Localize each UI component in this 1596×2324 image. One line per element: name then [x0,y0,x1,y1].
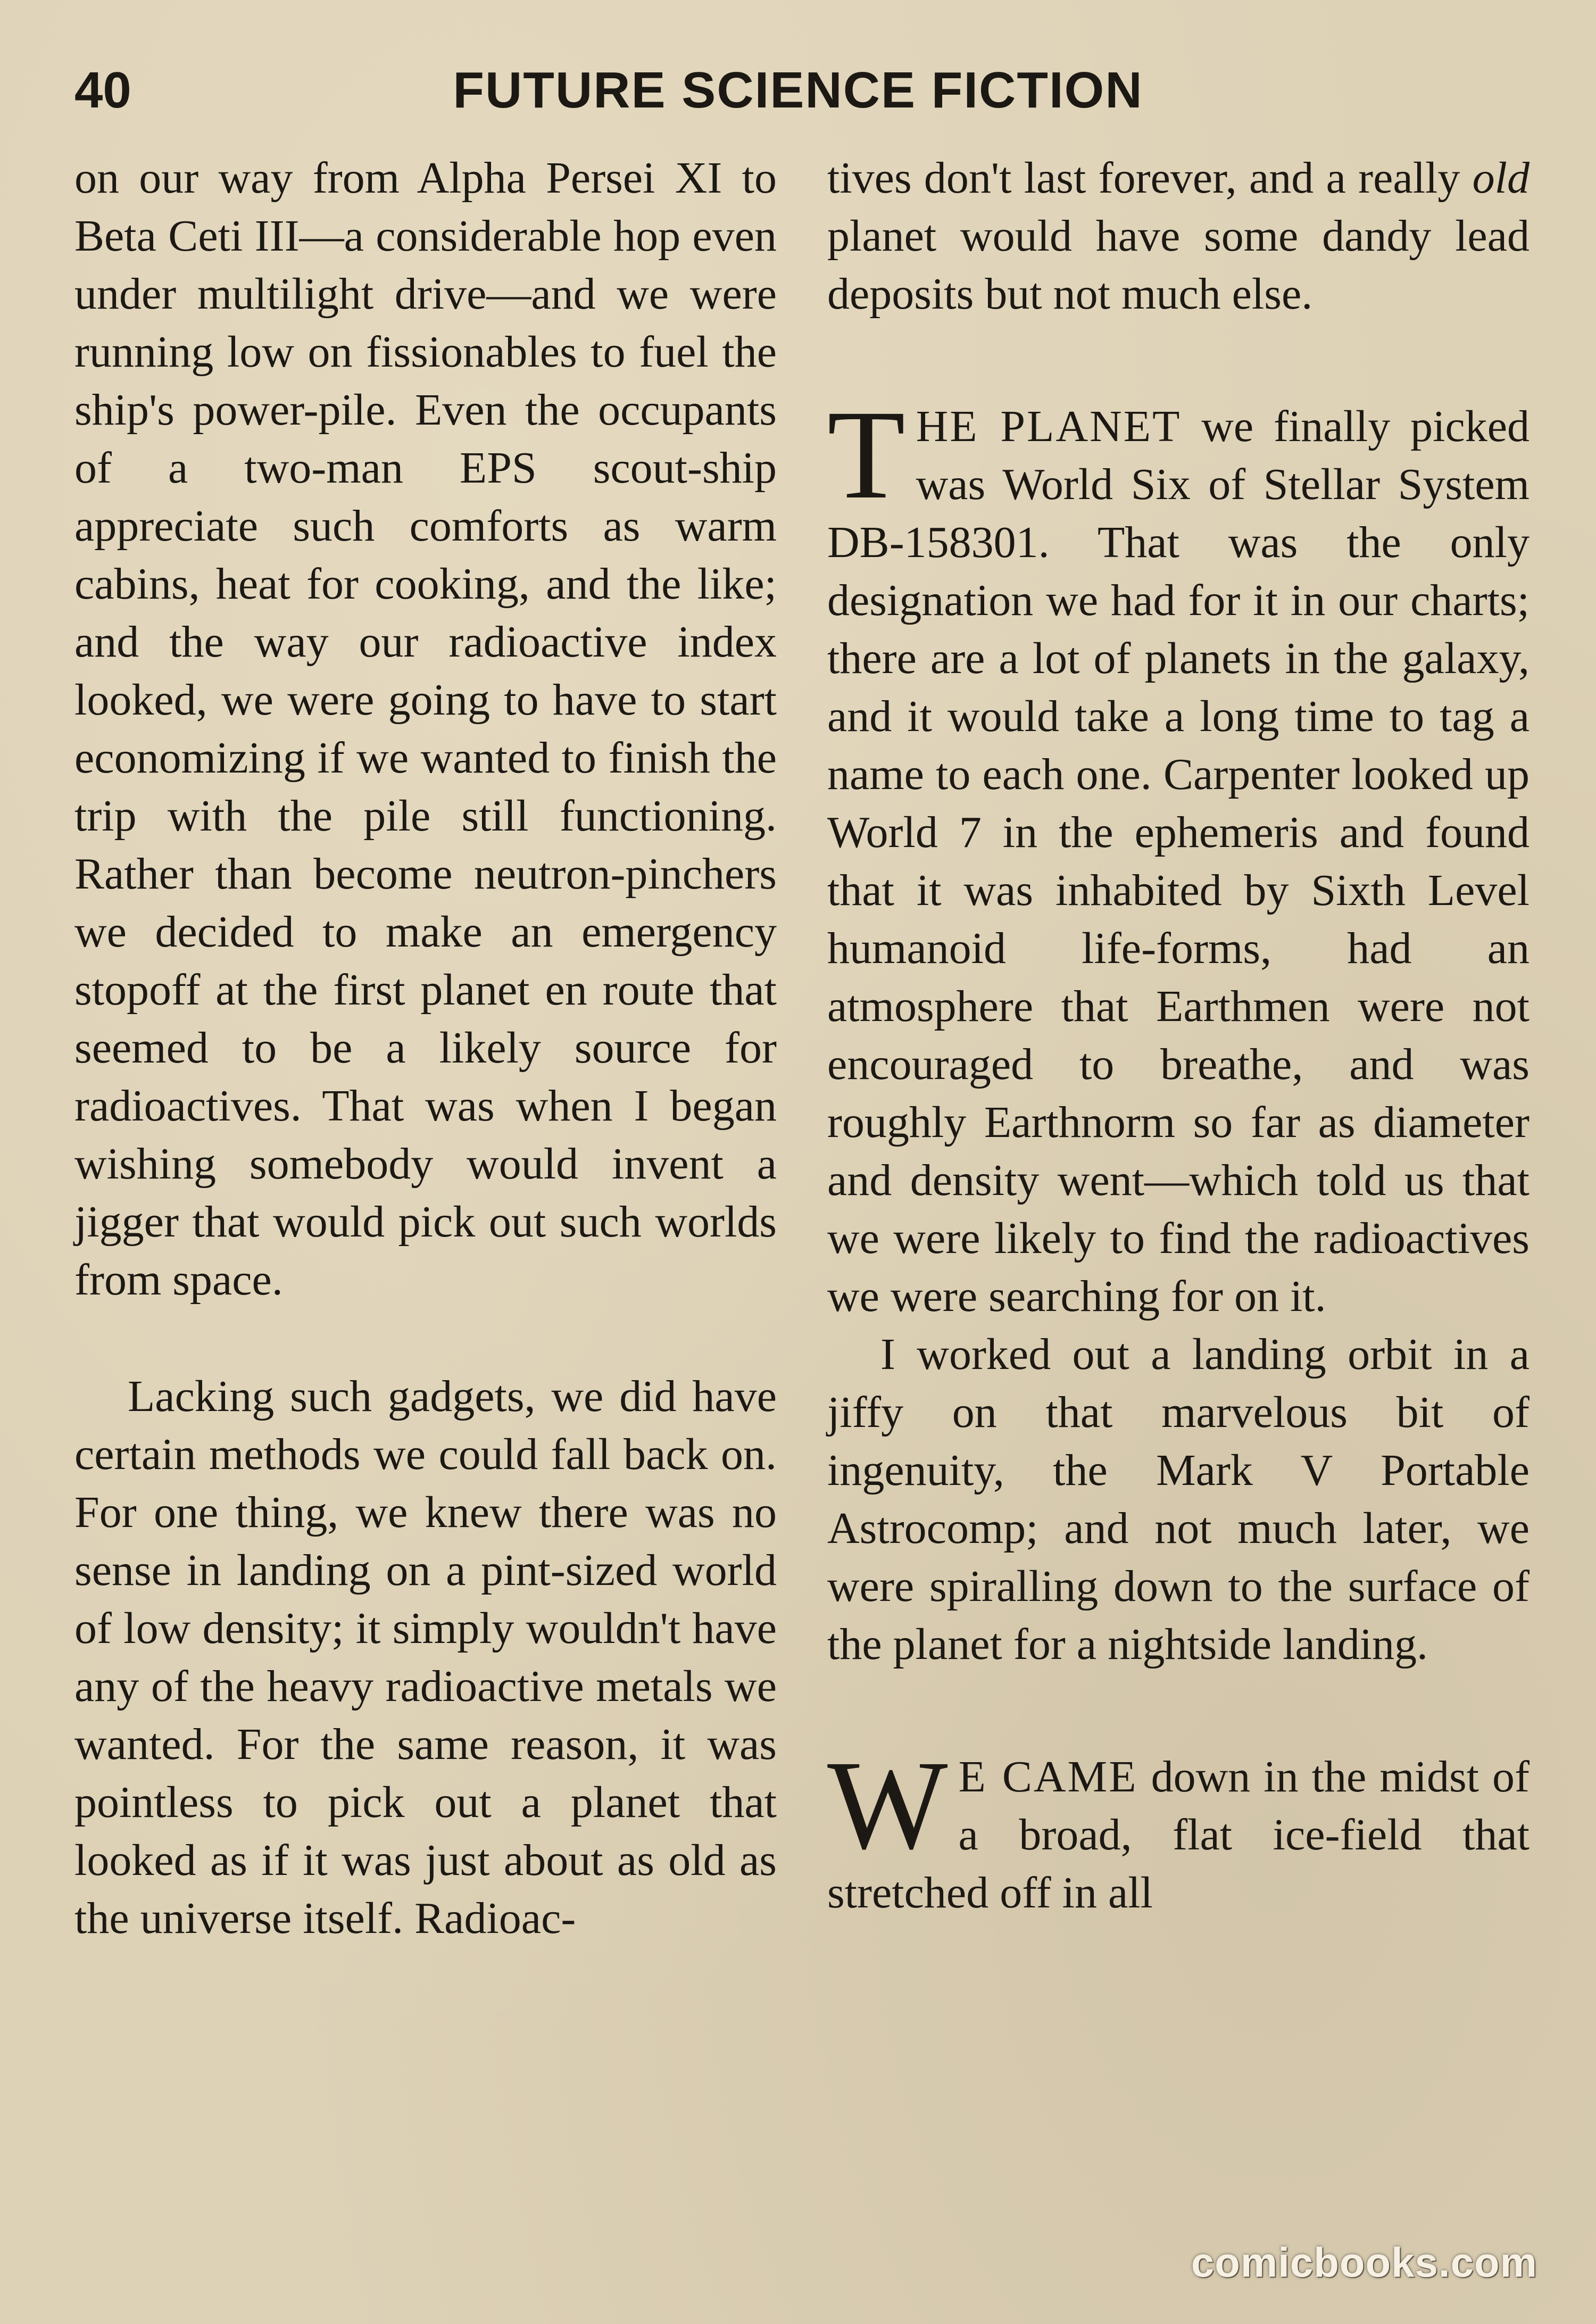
text-run: we finally picked was World Six of Stellar System DB-158301. That was the only designation we had for it in our charts; there are a lot of planets in the galaxy, and it would take a long time to tag a name to each one. Carpenter looked up World 7 in the ephemeris and found that it was inhabited by Sixth Level humanoid life-forms, had an atmosphere that Earthmen were not encouraged to breathe, and was roughly Earthnorm so far as diameter and density went—which told us that we were likely to find the radioactives we were searching for on it. [827,402,1530,1321]
section-lead-in: HE PLANET [916,402,1182,451]
emphasis-old: old [1472,153,1530,203]
drop-cap-t: T [827,384,905,525]
page-number: 40 [74,62,131,119]
section-lead-in: E CAME [958,1752,1138,1802]
right-paragraph-1 [827,149,1530,323]
left-column [74,149,777,1947]
text-run: down in the midst of a broad, flat ice-field that stretched off in all [827,1752,1530,1918]
drop-cap-w: W [827,1734,948,1875]
right-column [827,149,1530,1922]
right-paragraph-2 [827,384,1530,1325]
running-head: FUTURE SCIENCE FICTION [453,62,1143,119]
text-run: tives don't last forever, and a really [827,153,1473,203]
page-header [74,59,1522,122]
right-paragraph-3: I worked out a landing orbit in a jiffy on that marvelous bit of ingenuity, the Mark V Portable Astrocomp; and not much later, we were spiralling down to the surface of the planet for a nightside landing. [827,1330,1530,1669]
paragraph-gap [74,1309,777,1367]
left-paragraph-2: Lacking such gadgets, we did have certain methods we could fall back on. For one thing, we knew there was no sense in landing on a pint-sized world of low density; it simply wouldn't have any of the heavy radioactive metals we wanted. For the same reason, it was pointless to pick out a planet that looked as if it was just about as old as the universe itself. Radioac- [74,1372,777,1943]
left-paragraph-1: on our way from Alpha Persei XI to Beta Ceti III—a considerable hop even under multilight drive—and we were running low on fissionables to fuel the ship's power-pile. Even the occupants of a two-man EPS scout-ship appreciate such comforts as warm cabins, heat for cooking, and the like; and the way our radioactive index looked, we were going to have to start economizing if we wanted to finish the trip with the pile still functioning. Rather than become neutron-pinchers we decided to make an emergency stopoff at the first planet en route that seemed to be a likely source for radioactives. That was when I began wishing somebody would invent a jigger that would pick out such worlds from space. [74,153,777,1305]
right-paragraph-4 [827,1734,1530,1922]
text-run: planet would have some dandy lead deposits but not much else. [827,211,1530,319]
section-break [827,323,1530,397]
watermark: comicbooks.com [1191,2239,1537,2286]
